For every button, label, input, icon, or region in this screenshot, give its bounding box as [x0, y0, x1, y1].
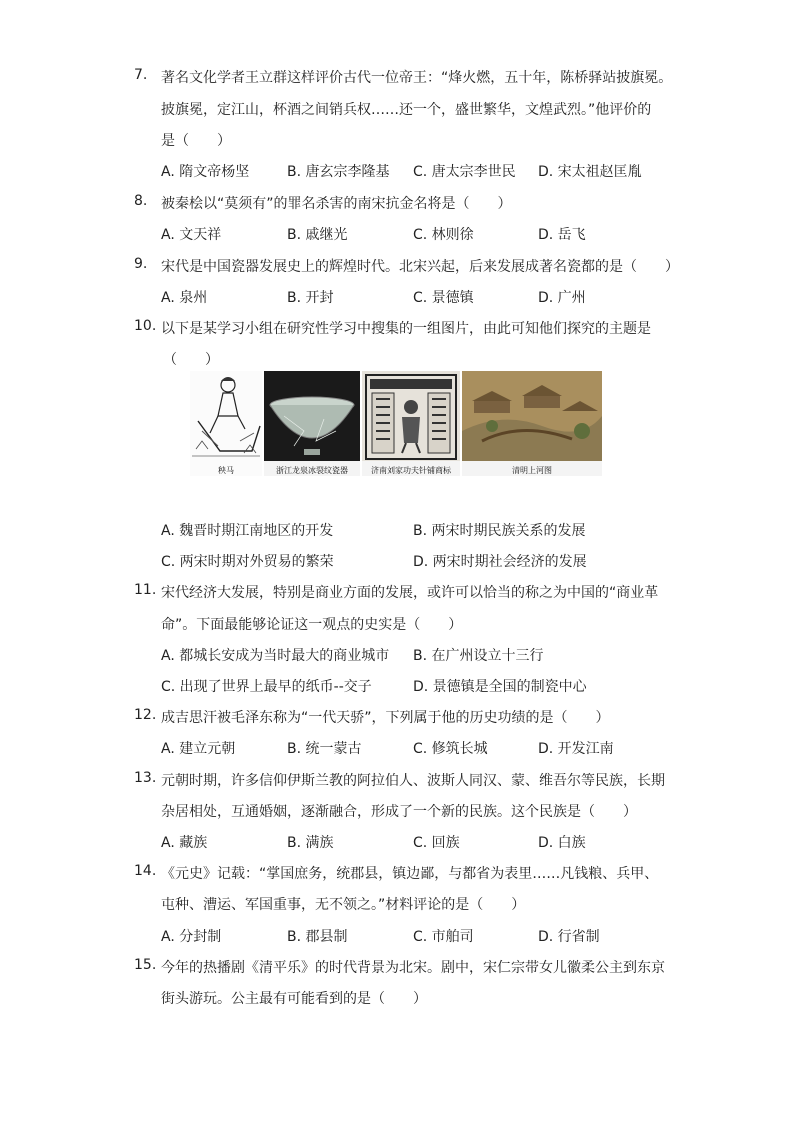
option-d[interactable]: D. 景德镇是全国的制瓷中心 — [413, 679, 587, 695]
option-c[interactable]: C. 景德镇 — [413, 290, 474, 306]
question-text: 《元史》记载：“掌国庶务，统郡县，镇边鄙，与都省为表里……凡钱粮、兵甲、 — [161, 866, 659, 882]
option-c[interactable]: C. 市舶司 — [413, 929, 474, 945]
image-caption: 浙江龙泉冰裂纹瓷器 — [276, 466, 348, 475]
option-a[interactable]: A. 隋文帝杨坚 — [161, 164, 250, 180]
question-number: 15. — [134, 957, 157, 973]
question-number: 12. — [134, 707, 157, 723]
question-text: （ ） — [163, 352, 219, 368]
option-d[interactable]: D. 白族 — [538, 835, 586, 851]
option-c[interactable]: C. 林则徐 — [413, 227, 474, 243]
trademark-image — [362, 371, 460, 476]
question-number: 7. — [134, 67, 148, 83]
image-caption: 秧马 — [218, 466, 234, 475]
question-text: 元朝时期，许多信仰伊斯兰教的阿拉伯人、波斯人同汉、蒙、维吾尔等民族，长期 — [161, 773, 665, 789]
question-text: 宋代是中国瓷器发展史上的辉煌时代。北宋兴起，后来发展成著名瓷都的是（ ） — [161, 259, 679, 275]
option-b[interactable]: B. 两宋时期民族关系的发展 — [413, 523, 586, 539]
option-a[interactable]: A. 文天祥 — [161, 227, 222, 243]
option-d[interactable]: D. 宋太祖赵匡胤 — [538, 164, 642, 180]
yangma-image — [190, 371, 262, 476]
question-text: 披旗冕，定江山，杯酒之间销兵权……还一个，盛世繁华，文煌武烈。”他评价的 — [161, 102, 652, 118]
option-c[interactable]: C. 修筑长城 — [413, 741, 488, 757]
painting-image — [462, 371, 602, 476]
option-d[interactable]: D. 广州 — [538, 290, 586, 306]
question-number: 8. — [134, 193, 148, 209]
option-a[interactable]: A. 泉州 — [161, 290, 208, 306]
option-c[interactable]: C. 出现了世界上最早的纸币--交子 — [161, 679, 372, 695]
question-number: 11. — [134, 582, 157, 598]
option-c[interactable]: C. 唐太宗李世民 — [413, 164, 516, 180]
option-a[interactable]: A. 魏晋时期江南地区的开发 — [161, 523, 334, 539]
option-a[interactable]: A. 建立元朝 — [161, 741, 236, 757]
question-text: 命”。下面最能够论证这一观点的史实是（ ） — [161, 617, 463, 633]
option-d[interactable]: D. 岳飞 — [538, 227, 586, 243]
bowl-image — [264, 371, 360, 476]
picture-strip — [190, 371, 602, 476]
option-c[interactable]: C. 回族 — [413, 835, 460, 851]
option-b[interactable]: B. 郡县制 — [287, 929, 348, 945]
image-caption: 济南刘家功夫针铺商标 — [371, 466, 451, 475]
question-number: 9. — [134, 256, 148, 272]
question-text: 著名文化学者王立群这样评价古代一位帝王：“烽火燃，五十年，陈桥驿站披旗冕。 — [161, 70, 673, 86]
question-number: 13. — [134, 770, 157, 786]
option-b[interactable]: B. 统一蒙古 — [287, 741, 362, 757]
option-b[interactable]: B. 在广州设立十三行 — [413, 648, 544, 664]
option-b[interactable]: B. 开封 — [287, 290, 334, 306]
option-b[interactable]: B. 满族 — [287, 835, 334, 851]
option-a[interactable]: A. 藏族 — [161, 835, 208, 851]
question-text: 街头游玩。公主最有可能看到的是（ ） — [161, 991, 427, 1007]
option-a[interactable]: A. 分封制 — [161, 929, 222, 945]
question-text: 杂居相处，互通婚姻，逐渐融合，形成了一个新的民族。这个民族是（ ） — [161, 804, 637, 820]
option-d[interactable]: D. 行省制 — [538, 929, 600, 945]
question-text: 宋代经济大发展，特别是商业方面的发展，或许可以恰当的称之为中国的“商业革 — [161, 585, 659, 601]
question-text: 是（ ） — [161, 133, 231, 149]
option-d[interactable]: D. 两宋时期社会经济的发展 — [413, 554, 587, 570]
option-a[interactable]: A. 都城长安成为当时最大的商业城市 — [161, 648, 390, 664]
option-c[interactable]: C. 两宋时期对外贸易的繁荣 — [161, 554, 334, 570]
question-text: 屯种、漕运、军国重事，无不领之。”材料评论的是（ ） — [161, 897, 526, 913]
question-text: 被秦桧以“莫须有”的罪名杀害的南宋抗金名将是（ ） — [161, 196, 512, 212]
question-text: 今年的热播剧《清平乐》的时代背景为北宋。剧中，宋仁宗带女儿徽柔公主到东京 — [161, 960, 665, 976]
question-number: 14. — [134, 863, 157, 879]
image-caption: 清明上河图 — [512, 466, 552, 475]
option-b[interactable]: B. 戚继光 — [287, 227, 348, 243]
question-text: 以下是某学习小组在研究性学习中搜集的一组图片，由此可知他们探究的主题是 — [161, 321, 651, 337]
question-text: 成吉思汗被毛泽东称为“一代天骄”，下列属于他的历史功绩的是（ ） — [161, 710, 610, 726]
option-b[interactable]: B. 唐玄宗李隆基 — [287, 164, 390, 180]
question-number: 10. — [134, 318, 157, 334]
option-d[interactable]: D. 开发江南 — [538, 741, 614, 757]
